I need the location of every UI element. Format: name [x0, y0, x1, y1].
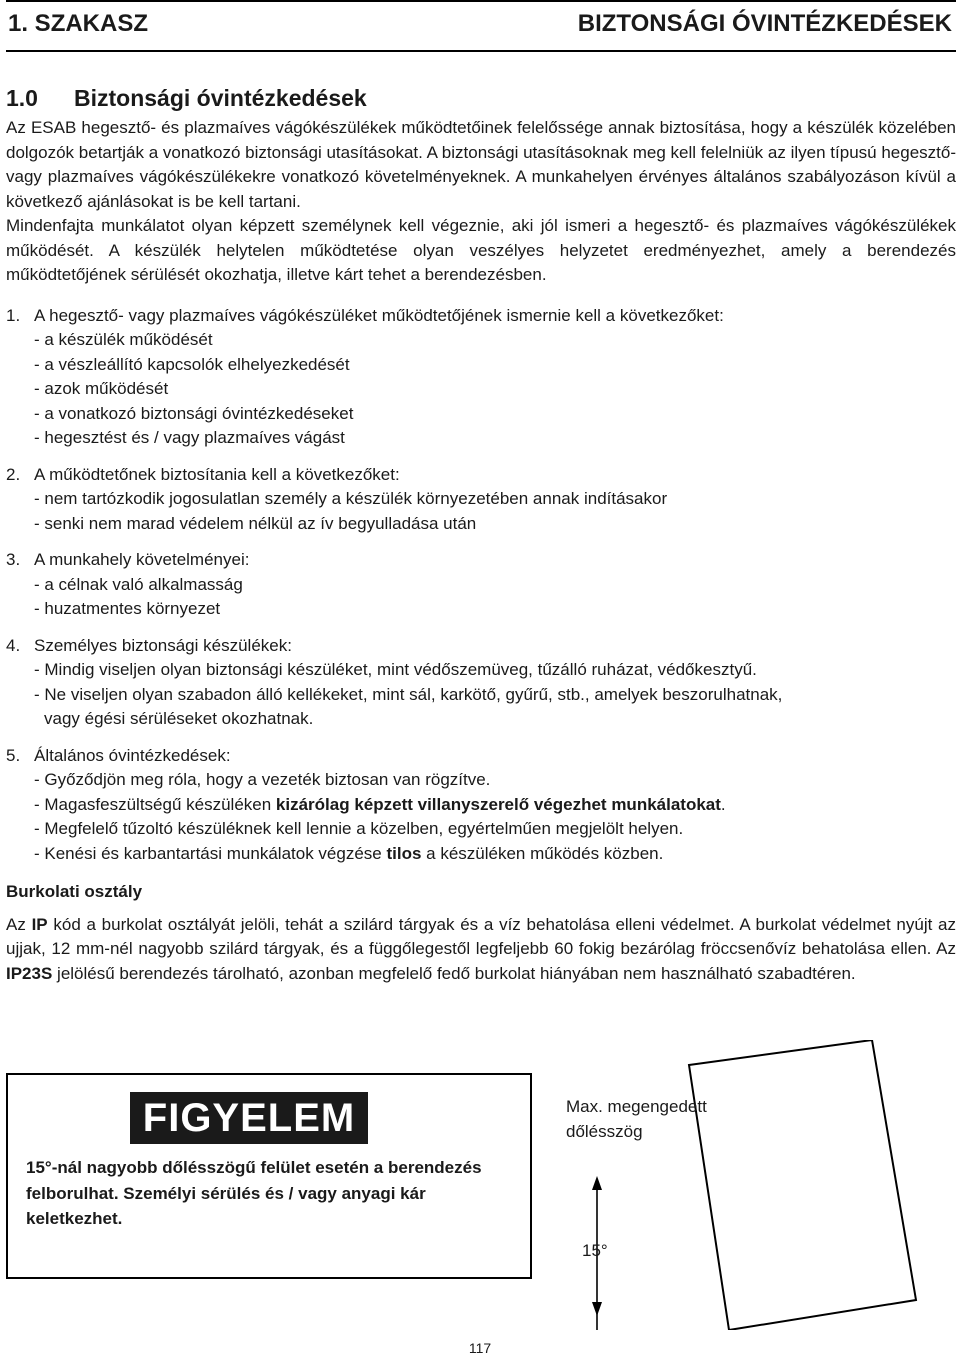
list-bullet: - senki nem marad védelem nélkül az ív begyulladása után [34, 513, 477, 533]
list-item-4: 4. Személyes biztonsági készülékek: - Mindig viseljen olyan biztonsági készüléket, mint védőszemüveg, tűzálló ruházat, védőkesztyű. - Ne viseljen olyan szabadon álló kellékeket, mint sál, karkötő, gyűrű, stb., amelyek beszorulhatnak, vagy égési sérüléseket okozhatnak. [6, 634, 956, 732]
list-bullet-continuation: vagy égési sérüléseket okozhatnak. [44, 709, 314, 728]
arrow-head-icon [592, 1176, 602, 1190]
chapter-label: 1. SZAKASZ [8, 10, 149, 37]
section-heading [6, 84, 956, 112]
list-bullet: - Mindig viseljen olyan biztonsági készüléket, mint védőszemüveg, tűzálló ruházat, védőkesztyű. [34, 660, 757, 679]
list-bullet: - Győződjön meg róla, hogy a vezeték biztosan van rögzítve. [34, 770, 491, 789]
section-number: 1.0 [6, 85, 38, 111]
section-title: Biztonsági óvintézkedések [74, 85, 367, 111]
arrow-head-icon [592, 1302, 602, 1316]
list-bullet: - a vonatkozó biztonsági óvintézkedéseket [34, 403, 354, 423]
list-bullet: - azok működését [34, 379, 169, 398]
list-bullet: - Kenési és karbantartási munkálatok végzése tilos a készüléken működés közben. [34, 843, 664, 863]
list-item-3: 3. A munkahely követelményei: - a célnak való alkalmasság - huzatmentes környezet [6, 548, 956, 622]
list-bullet: - huzatmentes környezet [34, 599, 221, 618]
chapter-title: BIZTONSÁGI ÓVINTÉZKEDÉSEK [577, 10, 952, 37]
list-bullet: - a célnak való alkalmasság [34, 574, 243, 594]
warning-title: FIGYELEM [130, 1092, 368, 1144]
enclosure-paragraph: Az IP kód a burkolat osztályát jelöli, tehát a szilárd tárgyak és a víz behatolása elleni védelmet. A burkolat védelmet nyújt az ujjak, 12 mm-nél nagyobb szilárd tárgyak, és a függőlegestől legfeljebb 60 fokig bezárólag fröccsenővíz behatolása ellen. Az IP23S jelölésű berendezés tárolható, azonban megfelelő fedő burkolat hiányában nem használható szabadtéren. [6, 914, 956, 983]
enclosure-heading: Burkolati osztály [6, 882, 143, 901]
list-bullet: - Megfelelő tűzoltó készüléknek kell lennie a közelben, egyértelműen megjelölt helyen. [34, 819, 684, 838]
list-bullet: - a készülék működését [34, 330, 213, 349]
tilt-diagram [540, 1040, 956, 1330]
list-bullet: - nem tartózkodik jogosulatlan személy a készülék környezetében annak indításakor [34, 489, 668, 508]
page-header [6, 0, 956, 52]
max-angle-label: Max. megengedett dőlésszög [566, 1097, 707, 1141]
intro-paragraph-2: Mindenfajta munkálatot olyan képzett személynek kell végeznie, aki jól ismeri a hegesztő- és plazmaíves vágókészülékek működését. A készülék helytelen működtetése olyan veszélyes helyzetet eredményezhet, amely a berendezés működtetőjének sérülését okozhatja, illetve kárt tehet a berendezésben. [6, 216, 956, 284]
list-bullet: - a vészleállító kapcsolók elhelyezkedését [34, 354, 350, 374]
list-bullet: - Ne viseljen olyan szabadon álló kellékeket, mint sál, karkötő, gyűrű, stb., amelyek beszorulhatnak, [34, 684, 783, 704]
warning-text: 15°-nál nagyobb dőlésszögű felület esetén a berendezés felborulhat. Személyi sérülés és / vagy anyagi kár keletkezhet. [26, 1158, 482, 1228]
main-content [6, 84, 956, 986]
intro-paragraph-1: Az ESAB hegesztő- és plazmaíves vágókészülékek működtetőinek felelőssége annak biztosítása, hogy a készülék közelében dolgozók betartják a vonatkozó biztonsági utasításokat. A biztonsági utasításoknak meg kell felelniük az ilyen típusú hegesztő- vagy plazmaíves vágókészülékekre vonatkozó követelményeknek. A munkahelyen érvényes általános szabályozáson kívül a következő ajánlásokat is be kell tartani. [6, 118, 956, 211]
list-item-1: 1. A hegesztő- vagy plazmaíves vágókészüléket működtetőjének ismernie kell a következőket: - a készülék működését - a vészleállító kapcsolók elhelyezkedését - azok működését - a vonatkozó biztonsági óvintézkedéseket - hegesztést és / vagy plazmaíves vágást [6, 304, 956, 451]
list-item-5: 5. Általános óvintézkedések: - Győződjön meg róla, hogy a vezeték biztosan van rögzítve. - Magasfeszültségű készüléken kizárólag képzett villanyszerelő végezhet munkálatokat. - Megfelelő tűzoltó készüléknek kell lennie a közelben, egyértelműen megjelölt helyen. - Kenési és karbantartási munkálatok végzése tilos a készüléken működés közben. [6, 744, 956, 867]
list-bullet: - hegesztést és / vagy plazmaíves vágást [34, 428, 345, 447]
angle-value-label: 15° [582, 1241, 608, 1260]
list-bullet: - Magasfeszültségű készüléken kizárólag képzett villanyszerelő végezhet munkálatokat. [34, 794, 726, 814]
page-number: 117 [468, 1340, 492, 1356]
warning-box [6, 1073, 532, 1279]
tilted-equipment-shape [689, 1040, 916, 1330]
list-item-2: 2. A működtetőnek biztosítania kell a következőket: - nem tartózkodik jogosulatlan személy a készülék környezetében annak indításakor - senki nem marad védelem nélkül az ív begyulladása után [6, 463, 956, 537]
